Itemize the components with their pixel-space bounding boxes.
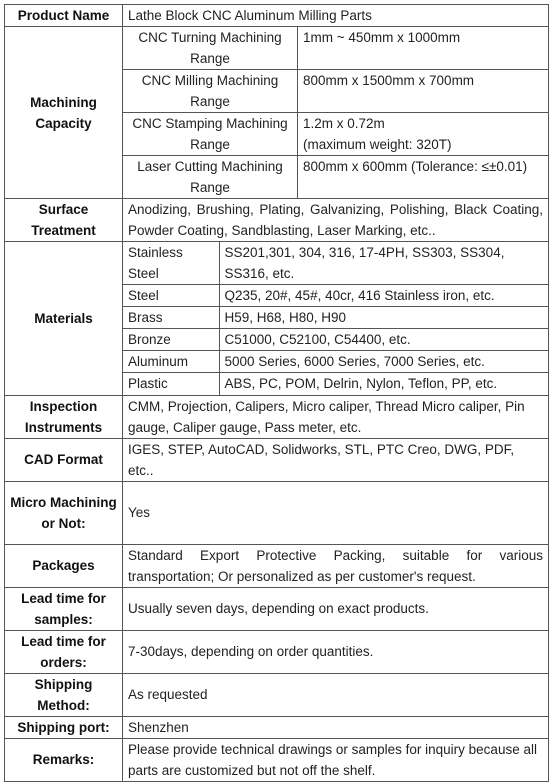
surface-treatment-value: Anodizing, Brushing, Plating, Galvanizing, Polishing, Black Coating, Powder Coating, Sandblasting, Laser Marking, etc..: [123, 199, 549, 242]
lead-samples-value: Usually seven days, depending on exact products.: [123, 587, 549, 630]
material-name: Steel: [123, 285, 219, 307]
material-name: Stainless Steel: [123, 242, 219, 285]
shipping-port-label: Shipping port:: [5, 716, 123, 738]
materials-label: Materials: [5, 242, 123, 396]
lead-samples-label: Lead time for samples:: [5, 587, 123, 630]
row-surface-treatment: [5, 199, 549, 242]
cad-format-label: CAD Format: [5, 438, 123, 481]
row-inspection: [5, 395, 549, 438]
machining-capacity-label: Machining Capacity: [5, 27, 123, 199]
inspection-value: CMM, Projection, Calipers, Micro caliper, Thread Micro caliper, Pin gauge, Caliper gauge, Pass meter, etc.: [123, 395, 549, 438]
row-capacity-turning: [5, 27, 549, 70]
row-cad-format: [5, 438, 549, 481]
row-remarks: [5, 738, 549, 781]
materials-cell: [123, 242, 549, 396]
row-micro-machining: [5, 481, 549, 544]
product-spec-table: [4, 4, 549, 782]
capacity-value: 1mm ~ 450mm x 1000mm: [298, 27, 549, 70]
shipping-port-value: Shenzhen: [123, 716, 549, 738]
material-name: Bronze: [123, 329, 219, 351]
remarks-label: Remarks:: [5, 738, 123, 781]
capacity-name: CNC Turning Machining Range: [123, 27, 298, 70]
lead-orders-label: Lead time for orders:: [5, 630, 123, 673]
packages-value: Standard Export Protective Packing, suitable for various transportation; Or personalized as per customer's request.: [123, 544, 549, 587]
row-lead-samples: [5, 587, 549, 630]
material-value: C51000, C52100, C54400, etc.: [219, 329, 548, 351]
cad-format-value: IGES, STEP, AutoCAD, Solidworks, STL, PTC Creo, DWG, PDF, etc..: [123, 438, 549, 481]
capacity-name: CNC Stamping Machining Range: [123, 113, 298, 156]
shipping-method-value: As requested: [123, 673, 549, 716]
shipping-method-label: Shipping Method:: [5, 673, 123, 716]
inspection-label: Inspection Instruments: [5, 395, 123, 438]
material-value: ABS, PC, POM, Delrin, Nylon, Teflon, PP, etc.: [224, 376, 498, 392]
capacity-name: Laser Cutting Machining Range: [123, 156, 298, 199]
materials-table: [123, 242, 548, 395]
row-materials: [5, 242, 549, 396]
remarks-value: Please provide technical drawings or samples for inquiry because all parts are customized but not off the shelf.: [123, 738, 549, 781]
product-name-label: Product Name: [5, 5, 123, 27]
row-product-name: [5, 5, 549, 27]
material-value: 5000 Series, 6000 Series, 7000 Series, etc.: [219, 351, 548, 373]
material-name: Aluminum: [123, 351, 219, 373]
product-name-value: Lathe Block CNC Aluminum Milling Parts: [123, 5, 549, 27]
material-value: H59, H68, H80, H90: [219, 307, 548, 329]
capacity-name: CNC Milling Machining Range: [123, 70, 298, 113]
micro-machining-label: Micro Machining or Not:: [5, 481, 123, 544]
material-value: SS201,301, 304, 316, 17-4PH, SS303, SS304, SS316, etc.: [219, 242, 548, 285]
capacity-value-cell: [298, 113, 549, 156]
lead-orders-value: 7-30days, depending on order quantities.: [123, 630, 549, 673]
row-packages: [5, 544, 549, 587]
capacity-value: 800mm x 600mm (Tolerance: ≤±0.01): [298, 156, 549, 199]
packages-label: Packages: [5, 544, 123, 587]
capacity-value: 800mm x 1500mm x 700mm: [298, 70, 549, 113]
surface-treatment-label: Surface Treatment: [5, 199, 123, 242]
capacity-note: (maximum weight: 320T): [303, 137, 452, 152]
material-name: Plastic: [123, 373, 219, 395]
row-lead-orders: [5, 630, 549, 673]
row-shipping-method: [5, 673, 549, 716]
material-name: Brass: [123, 307, 219, 329]
capacity-value: 1.2m x 0.72m: [303, 116, 385, 131]
micro-machining-value: Yes: [123, 481, 549, 544]
material-value: Q235, 20#, 45#, 40cr, 416 Stainless iron, etc.: [219, 285, 548, 307]
row-shipping-port: [5, 716, 549, 738]
